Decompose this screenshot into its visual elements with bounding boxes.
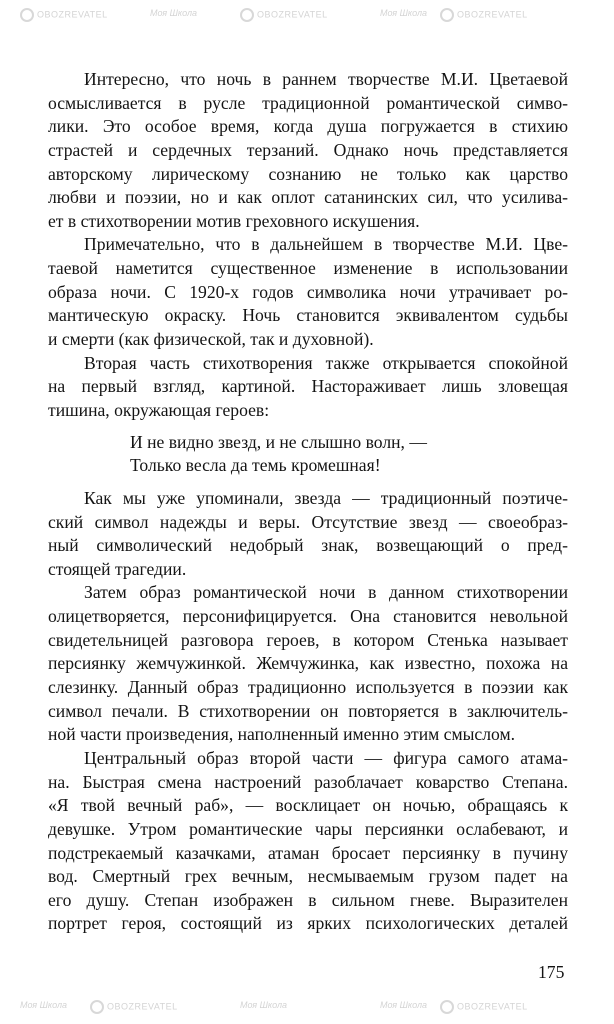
- text-line: ский символ надежды и веры. Отсутствие звезд — своеобраз-: [48, 511, 568, 532]
- text-line: Интересно, что ночь в раннем творчестве М.И. Цветаевой: [84, 69, 568, 89]
- paragraph: [48, 68, 568, 233]
- text-line: Примечательно, что в дальнейшем в творчестве М.И. Цве-: [84, 234, 568, 255]
- text-line: осмысливается в русле традиционной романтической симво-: [48, 92, 568, 113]
- text-line: авторскому лирическому сознанию не только как царство: [48, 163, 568, 184]
- watermark: OBOZREVATEL: [90, 1000, 178, 1014]
- text-line: любви и поэзии, но и как оплот сатанинских сил, что усилива-: [48, 187, 568, 208]
- text-line: девушке. Утром романтические чары персиянки ослабевают, и: [48, 818, 568, 839]
- watermark: Моя Школа: [20, 1000, 68, 1010]
- text-line: Как мы уже упоминали, звезда — традиционный поэтиче-: [84, 487, 568, 508]
- watermark: Моя Школа: [380, 8, 428, 18]
- paragraph: [48, 487, 568, 582]
- text-line: страстей и сердечных терзаний. Однако ночь представляется: [48, 139, 568, 160]
- watermark: OBOZREVATEL: [240, 8, 328, 22]
- text-line: ный символический недобрый знак, возвещающий о пред-: [48, 535, 568, 556]
- text-line: лики. Это особое время, когда душа погружается в стихию: [48, 116, 568, 137]
- text-line: на. Быстрая смена настроений разоблачает коварство Степана.: [48, 771, 568, 792]
- text-line: вод. Смертный грех вечным, несмываемым грузом падет на: [48, 866, 568, 887]
- text-line: И не видно звезд, и не слышно волн, —: [130, 431, 427, 452]
- text-line: тишина, окружающая героев:: [48, 399, 270, 420]
- text-line: образа ночи. С 1920-х годов символика ночи утрачивает ро-: [48, 281, 568, 302]
- text-line: на первый взгляд, картиной. Настораживает лишь зловещая: [48, 376, 568, 397]
- text-line: свидетельницей разговора героев, в котором Стенька называет: [48, 629, 568, 650]
- text-line: персиянку жемчужинкой. Жемчужинка, как известно, похожа на: [48, 653, 568, 674]
- text-line: олицетворяется, персонифицируется. Она становится невольной: [48, 606, 568, 627]
- paragraph: [48, 747, 568, 936]
- watermark: OBOZREVATEL: [20, 8, 108, 22]
- page-number: 175: [538, 962, 565, 982]
- text-line: таевой наметится существенное изменение в использовании: [48, 258, 568, 279]
- paragraph: [48, 581, 568, 746]
- text-line: и смерти (как физической, так и духовной).: [48, 329, 374, 350]
- text-line: «Я твой вечный раб», — восклицает он ночью, обращаясь к: [48, 795, 568, 816]
- text-line: портрет героя, состоящий из ярких психологических деталей: [48, 913, 568, 934]
- text-line: стоящей трагедии.: [48, 558, 187, 579]
- text-line: Затем образ романтической ночи в данном стихотворении: [84, 582, 568, 603]
- poem-quote: [130, 431, 568, 478]
- watermark: OBOZREVATEL: [440, 8, 528, 22]
- paragraph: [48, 233, 568, 351]
- text-line: слезинку. Данный образ традиционно используется в поэзии как: [48, 677, 568, 698]
- text-line: ной части произведения, наполненный именно этим смыслом.: [48, 724, 515, 745]
- watermark: OBOZREVATEL: [440, 1000, 528, 1014]
- watermark: Моя Школа: [380, 1000, 428, 1010]
- text-line: Вторая часть стихотворения также открывается спокойной: [84, 352, 568, 373]
- text-line: подстрекаемый казачками, атаман бросает персиянку в пучину: [48, 842, 568, 863]
- paragraph: [48, 352, 568, 423]
- watermark: Моя Школа: [150, 8, 198, 18]
- text-line: мантическую окраску. Ночь становится эквивалентом судьбы: [48, 305, 568, 326]
- text-line: Центральный образ второй части — фигура самого атама-: [84, 747, 568, 768]
- document-body: [48, 68, 568, 936]
- watermark: Моя Школа: [240, 1000, 288, 1010]
- text-line: ет в стихотворении мотив греховного искушения.: [48, 210, 420, 231]
- text-line: Только весла да темь кромешная!: [130, 455, 381, 476]
- text-line: его душу. Степан изображен в сильном гневе. Выразителен: [48, 889, 568, 910]
- text-line: символ печали. В стихотворении он повторяется в заключитель-: [48, 700, 568, 721]
